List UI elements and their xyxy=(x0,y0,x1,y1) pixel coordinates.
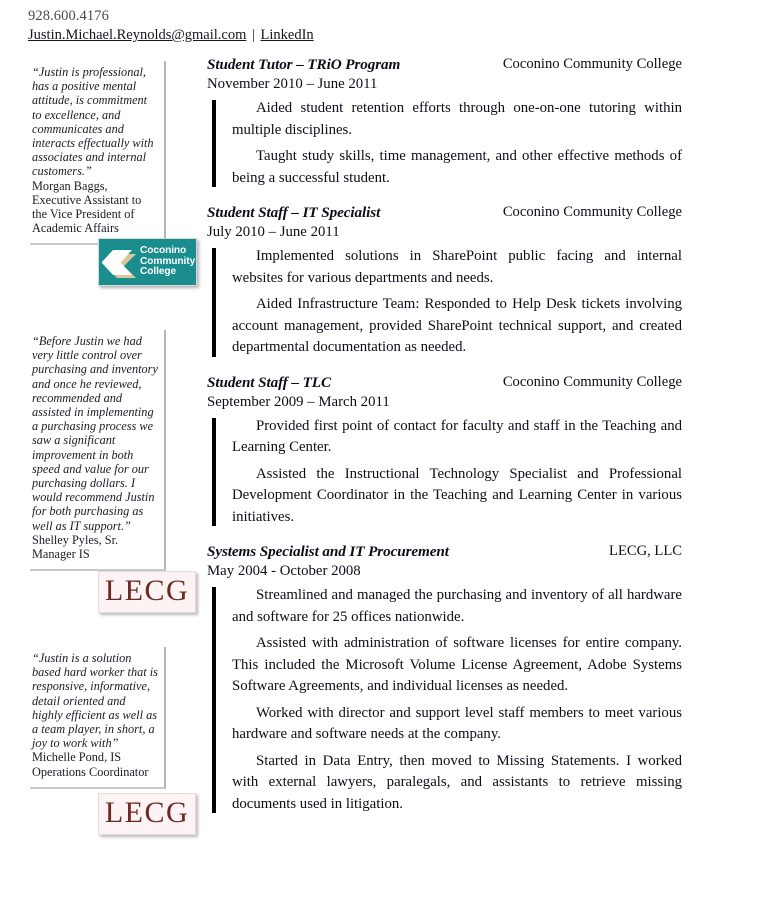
job-header xyxy=(207,542,682,561)
job-header xyxy=(207,203,682,222)
contact-header xyxy=(28,8,688,44)
coconino-logo-line-3: College xyxy=(140,266,177,278)
lecg-logo xyxy=(98,793,196,835)
bullet-item: Provided first point of contact for faculty and staff in the Teaching and Learning Center. xyxy=(232,417,682,455)
linkedin-link[interactable]: LinkedIn xyxy=(260,27,314,43)
job-bullets xyxy=(207,98,682,189)
job-company: Coconino Community College xyxy=(502,204,682,220)
testimonial-quote: “Before Justin we had very little control over purchasing and inventory and once he reviewed, recommended and assisted in implementing a purchasing process we saw a significant improvement in both speed and value for our purchasing dollars. I would recommend Justin for both purchasing as well as IT support.” xyxy=(32,334,158,533)
email-link[interactable]: Justin.Michael.Reynolds@gmail.com xyxy=(28,27,247,43)
bullet-item: Implemented solutions in SharePoint public facing and internal websites for various departments and needs. xyxy=(232,248,682,286)
bullet-item: Aided student retention efforts through one-on-one tutoring within multiple disciplines. xyxy=(232,100,682,138)
coconino-logo-text xyxy=(139,246,195,278)
testimonial-card xyxy=(30,61,166,245)
contact-links xyxy=(28,26,688,44)
job-title: Student Staff – IT Specialist xyxy=(207,204,381,221)
bullet-item: Started in Data Entry, then moved to Missing Statements. I worked with external lawyers, paralegals, and assistants to retrieve missing documents used in litigation. xyxy=(232,752,682,812)
testimonial-attribution: Michelle Pond, IS Operations Coordinator xyxy=(32,750,149,779)
job-dates: November 2010 – June 2011 xyxy=(207,76,378,92)
bullet-item: Assisted the Instructional Technology Specialist and Professional Development Coordinator in the Teaching and Learning Center in various initiatives. xyxy=(232,465,682,525)
job-header xyxy=(207,373,682,392)
testimonial-attribution: Morgan Baggs, Executive Assistant to the Vice President of Academic Affairs xyxy=(32,178,142,236)
coconino-chevron-icon xyxy=(99,239,139,285)
job-dates: May 2004 - October 2008 xyxy=(207,563,361,579)
bullet-item: Assisted with administration of software licenses for entire company. This included the Microsoft Volume License Agreement, Adobe Systems Software Agreements, and individual licenses as needed. xyxy=(232,635,682,694)
bullet-item: Streamlined and managed the purchasing and inventory of all hardware and software for 25 offices nationwide. xyxy=(232,587,682,625)
coconino-community-college-logo xyxy=(98,238,197,286)
coconino-logo-line-2: Community xyxy=(140,255,196,267)
job-title: Student Staff – TLC xyxy=(207,373,331,391)
job-entry xyxy=(207,203,682,359)
bullet-item: Worked with director and support level staff members to meet various hardware and software needs at the company. xyxy=(232,704,682,742)
job-title: Student Tutor – TRiO Program xyxy=(207,56,401,73)
bullet-item: Aided Infrastructure Team: Responded to Help Desk tickets involving account management, provided SharePoint technical support, and created departmental documentation as needed. xyxy=(232,296,682,355)
job-entry xyxy=(207,542,682,815)
phone-number: 928.600.4176 xyxy=(28,8,109,24)
job-header xyxy=(207,55,682,74)
link-separator: | xyxy=(248,27,259,43)
testimonial-attribution: Shelley Pyles, Sr. Manager IS xyxy=(32,532,119,562)
testimonials-sidebar xyxy=(0,55,200,915)
job-company: Coconino Community College xyxy=(502,373,682,390)
testimonial-quote: “Justin is a solution based hard worker that is responsive, informative, detail oriented and highly efficient as well as a team player, in short, a joy to work with” xyxy=(32,651,158,751)
job-title: Systems Specialist and IT Procurement xyxy=(207,543,449,560)
testimonial-card xyxy=(30,647,166,789)
job-bullets xyxy=(207,416,682,529)
job-company: Coconino Community College xyxy=(502,56,682,72)
job-entry xyxy=(207,55,682,189)
job-bullets xyxy=(207,246,682,359)
lecg-logo xyxy=(98,571,196,613)
job-company: LECG, LLC xyxy=(609,543,682,559)
experience-section xyxy=(207,55,682,815)
job-bullets xyxy=(207,585,682,815)
lecg-wordmark: LECG xyxy=(104,796,190,829)
coconino-logo-line-1: Coconino xyxy=(140,245,187,257)
job-dates: July 2010 – June 2011 xyxy=(207,224,340,240)
job-dates: September 2009 – March 2011 xyxy=(207,393,390,410)
testimonial-card xyxy=(30,330,166,571)
job-entry xyxy=(207,373,682,529)
testimonial-quote: “Justin is professional, has a positive mental attitude, is commitment to excellence, and communicates and interacts effectually with associates and internal customers.” xyxy=(32,65,154,179)
bullet-item: Taught study skills, time management, and other effective methods of being a successful student. xyxy=(232,148,682,186)
lecg-wordmark: LECG xyxy=(104,574,190,607)
